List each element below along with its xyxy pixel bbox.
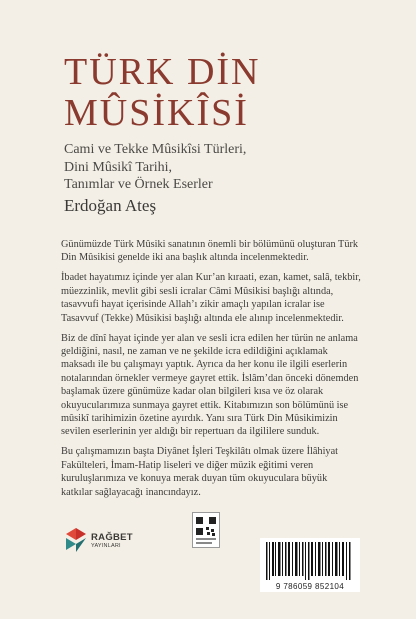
isbn-number: 9 786059 852104 [275, 582, 345, 591]
publisher-subname: YAYINLARI [91, 543, 121, 549]
barcode-icon [260, 538, 360, 582]
book-subtitle [64, 141, 246, 194]
blurb-paragraph-2: İbadet hayatımız içinde yer alan Kur’an kıraati, ezan, kamet, salâ, tekbir, müezzinlik, mevlit gibi sesli icralar Câmi Mûsikisi başlığı altında, tasavvufi hayat içerisinde Allah’ı zikir amaçlı yapılan icralar ise Tasavvuf (Tekke) Mûsikisi başlığı altında ele alınıp incelenmektedir. [61, 272, 361, 324]
blurb-paragraph-3: Biz de dînî hayat içinde yer alan ve sesli icra edilen her türün ne anlama geldiğini, nasıl, ne zaman ve ne şekilde icra edildiğini açıklamak maksadı ile bu çalışmayı yaptık. Ayrıca da her konu ile ilgili eserlerin notalarından örnekler vermeye gayret ettik. İslâm’dan önceki dönemden başlamak üzere günümüze kadar olan bilgileri kısa ve öz olarak okuyucularımıza sunmaya gayret ettik. Kitabımızın son bölümünü ise mûsikî tarihimizin özetine ayırdık. Yanı sıra Türk Din Mûsikimizin sevilen eserlerinin yer aldığı bir repertuarı da ilgililere sunduk. [61, 332, 359, 438]
blurb-paragraph-1: Günümüzde Türk Mûsiki sanatının önemli bir bölümünü oluşturan Türk Din Mûsikisi genelde iki ana başlık altında incelenmektedir. [61, 239, 359, 264]
blurb-paragraph-4: Bu çalışmamızın başta Diyânet İşleri Teşkilâtı olmak üzere İlâhiyat Fakülteleri, İmam-Hatip liseleri ve diğer müzik eğitimi veren kuruluşlarımıza ve konuya merak duyan tüm okuyuculara büyük katkılar sağlayacağı inancındayız. [61, 446, 339, 498]
title-line-2: MÛSİKÎSİ [64, 92, 249, 134]
title-line-1: TÜRK DİN [64, 51, 261, 93]
publisher-logo [64, 526, 134, 558]
subtitle-line-3: Tanımlar ve Örnek Eserler [64, 177, 213, 192]
subtitle-line-1: Cami ve Tekke Mûsikîsi Türleri, [64, 142, 247, 157]
publisher-logo-icon [64, 526, 88, 554]
isbn-barcode [260, 538, 360, 592]
qr-sticker [192, 512, 220, 548]
book-title [64, 52, 260, 134]
author-name: Erdoğan Ateş [64, 196, 157, 215]
qr-code-icon [193, 513, 219, 547]
subtitle-line-2: Dini Mûsikî Tarihi, [64, 159, 173, 175]
publisher-name: RAĞBET [91, 532, 133, 543]
blurb-text [61, 238, 361, 506]
